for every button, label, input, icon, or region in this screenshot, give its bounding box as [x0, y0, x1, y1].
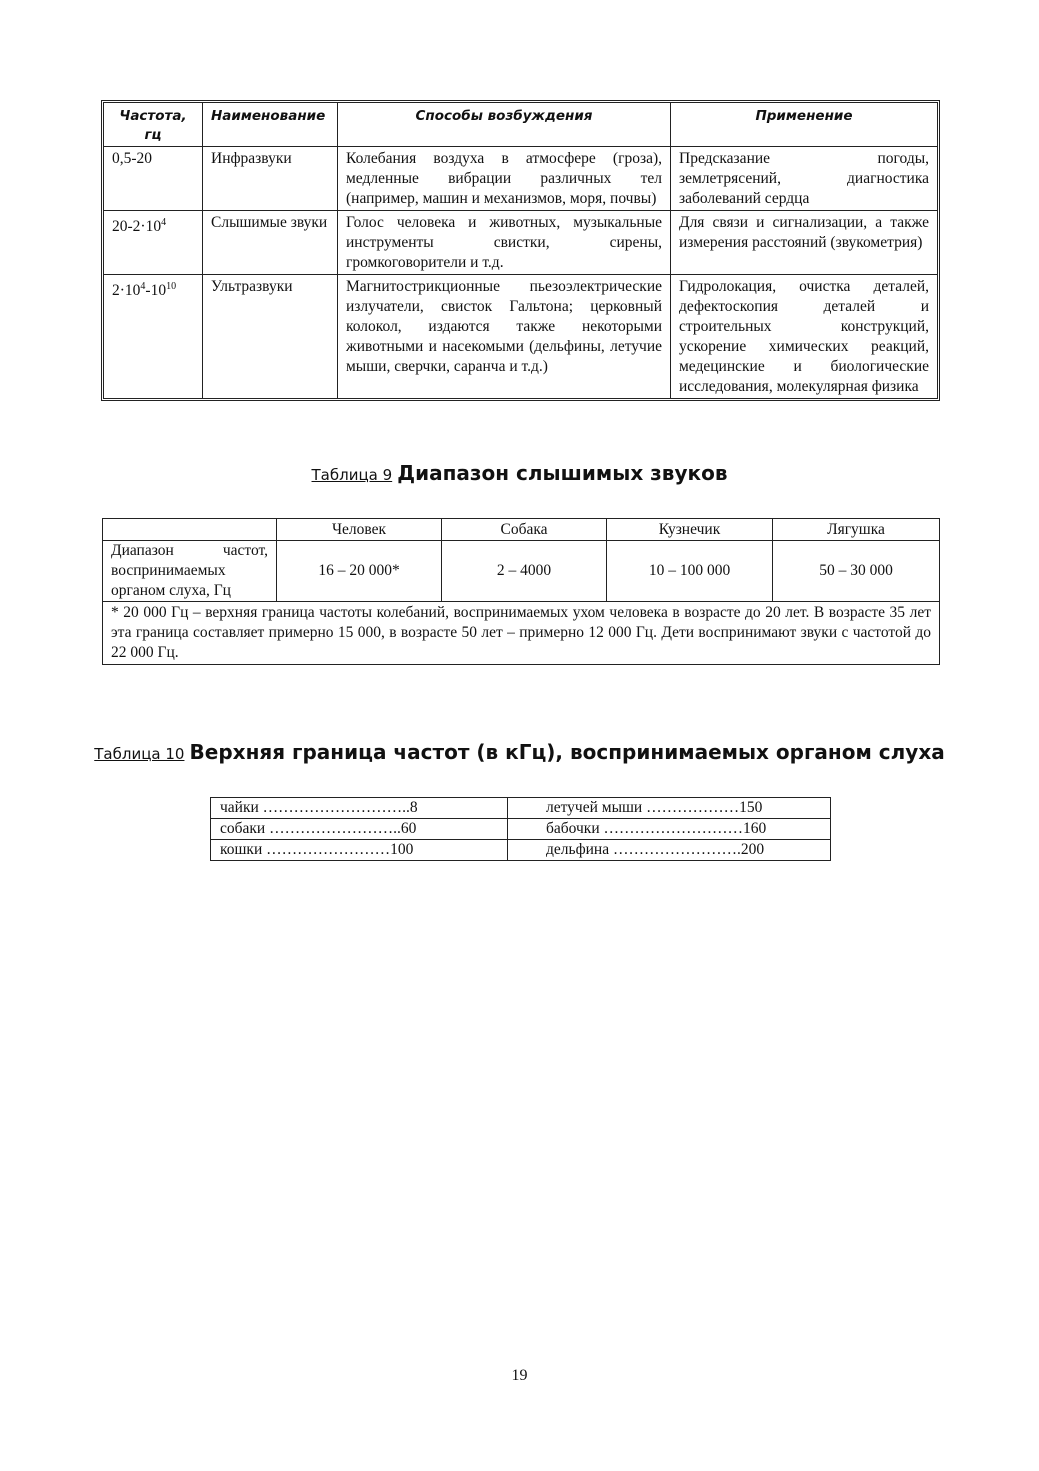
- header-frog: Лягушка: [773, 519, 940, 541]
- sound-classification-table: [101, 100, 940, 401]
- freq-cell: [104, 147, 203, 211]
- list-item: собаки ……………………..60: [211, 819, 508, 840]
- table-row: [104, 211, 937, 275]
- table-row: [104, 275, 937, 398]
- upper-frequency-table: [210, 797, 831, 861]
- list-item: кошки ……………………100: [211, 840, 508, 861]
- empty-header-cell: [103, 519, 277, 541]
- use-cell: Гидролокация, очистка деталей, дефектоскопия деталей и строительных конструкций, ускорение химических реакций, медецинские и биологические исследования, молекулярная физика: [679, 278, 929, 395]
- table-row: [211, 798, 831, 819]
- list-item: летучей мыши ………………150: [508, 798, 831, 819]
- page-number: 19: [511, 1367, 528, 1384]
- value-dog: 2 – 4000: [442, 541, 607, 602]
- freq-exponent-2: 10: [166, 281, 177, 292]
- header-methods: Способы возбуждения: [338, 103, 671, 147]
- freq-base: 0,5-20: [112, 150, 153, 167]
- methods-cell: Колебания воздуха в атмосфере (гроза), медленные вибрации различных тел (например, машин и механизмов, моря, почвы): [338, 147, 671, 211]
- table-header-row: [103, 519, 940, 541]
- header-name: Наименование: [203, 103, 338, 147]
- name-cell: Инфразвуки: [203, 147, 338, 211]
- value-human: 16 – 20 000*: [277, 541, 442, 602]
- header-use: Применение: [671, 103, 937, 147]
- freq-exponent: 4: [161, 217, 167, 228]
- header-human: Человек: [277, 519, 442, 541]
- header-grasshopper: Кузнечик: [607, 519, 773, 541]
- use-cell: Предсказание погоды, землетрясений, диагностика заболеваний сердца: [671, 147, 937, 211]
- footnote-row: [103, 602, 940, 665]
- table-row: [103, 541, 940, 602]
- freq-base: 20-2·10: [112, 218, 162, 236]
- table10-caption-label: Таблица 10: [94, 745, 185, 763]
- footnote: * 20 000 Гц – верхняя граница частоты колебаний, воспринимаемых ухом человека в возрасте до 20 лет. В возрасте 35 лет эта граница составляет примерно 15 000, в возрасте 50 лет – примерно 12 000 Гц. Дети воспринимают звуки с частотой до 22 000 Гц.: [103, 602, 940, 665]
- methods-cell: Голос человека и животных, музыкальные инструменты свистки, сирены, громкоговорители и т.д.: [338, 211, 671, 275]
- list-item: бабочки ………………………160: [508, 819, 831, 840]
- use-cell: Для связи и сигнализации, а также измерения расстояний (звукометрия): [671, 211, 937, 275]
- table10-caption-title: Верхняя граница частот (в кГц), воспринимаемых органом слуха: [189, 740, 945, 764]
- header-dog: Собака: [442, 519, 607, 541]
- value-frog: 50 – 30 000: [773, 541, 940, 602]
- name-cell: Слышимые звуки: [203, 211, 338, 275]
- table9-caption-title: Диапазон слышимых звуков: [397, 461, 728, 485]
- methods-cell: Магнитострикционные пьезоэлектрические излучатели, свисток Гальтона; церковный колокол, издаются также некоторыми животными и насекомыми (дельфины, летучие мыши, сверчки, саранча и т.д.): [338, 275, 671, 398]
- table-row: [104, 147, 937, 211]
- table9-caption-label: Таблица 9: [311, 466, 393, 484]
- freq-cell: [104, 275, 203, 398]
- list-item: дельфина …………………….200: [508, 840, 831, 861]
- list-item: чайки ………………………..8: [211, 798, 508, 819]
- freq-mid: -10: [145, 282, 167, 300]
- row-label: Диапазон частот, воспринимаемых органом слуха, Гц: [103, 541, 277, 602]
- table-row: [211, 819, 831, 840]
- hearing-range-table: [102, 518, 940, 665]
- name-cell: Ультразвуки: [203, 275, 338, 398]
- value-grasshopper: 10 – 100 000: [607, 541, 773, 602]
- freq-exponent: 4: [140, 281, 146, 292]
- header-frequency: Частота, гц: [104, 103, 203, 147]
- table9-caption: [0, 461, 1039, 485]
- table10-caption: [0, 740, 1039, 764]
- freq-base: 2·10: [112, 282, 141, 300]
- table-header-row: [104, 103, 937, 147]
- table-row: [211, 840, 831, 861]
- freq-cell: [104, 211, 203, 275]
